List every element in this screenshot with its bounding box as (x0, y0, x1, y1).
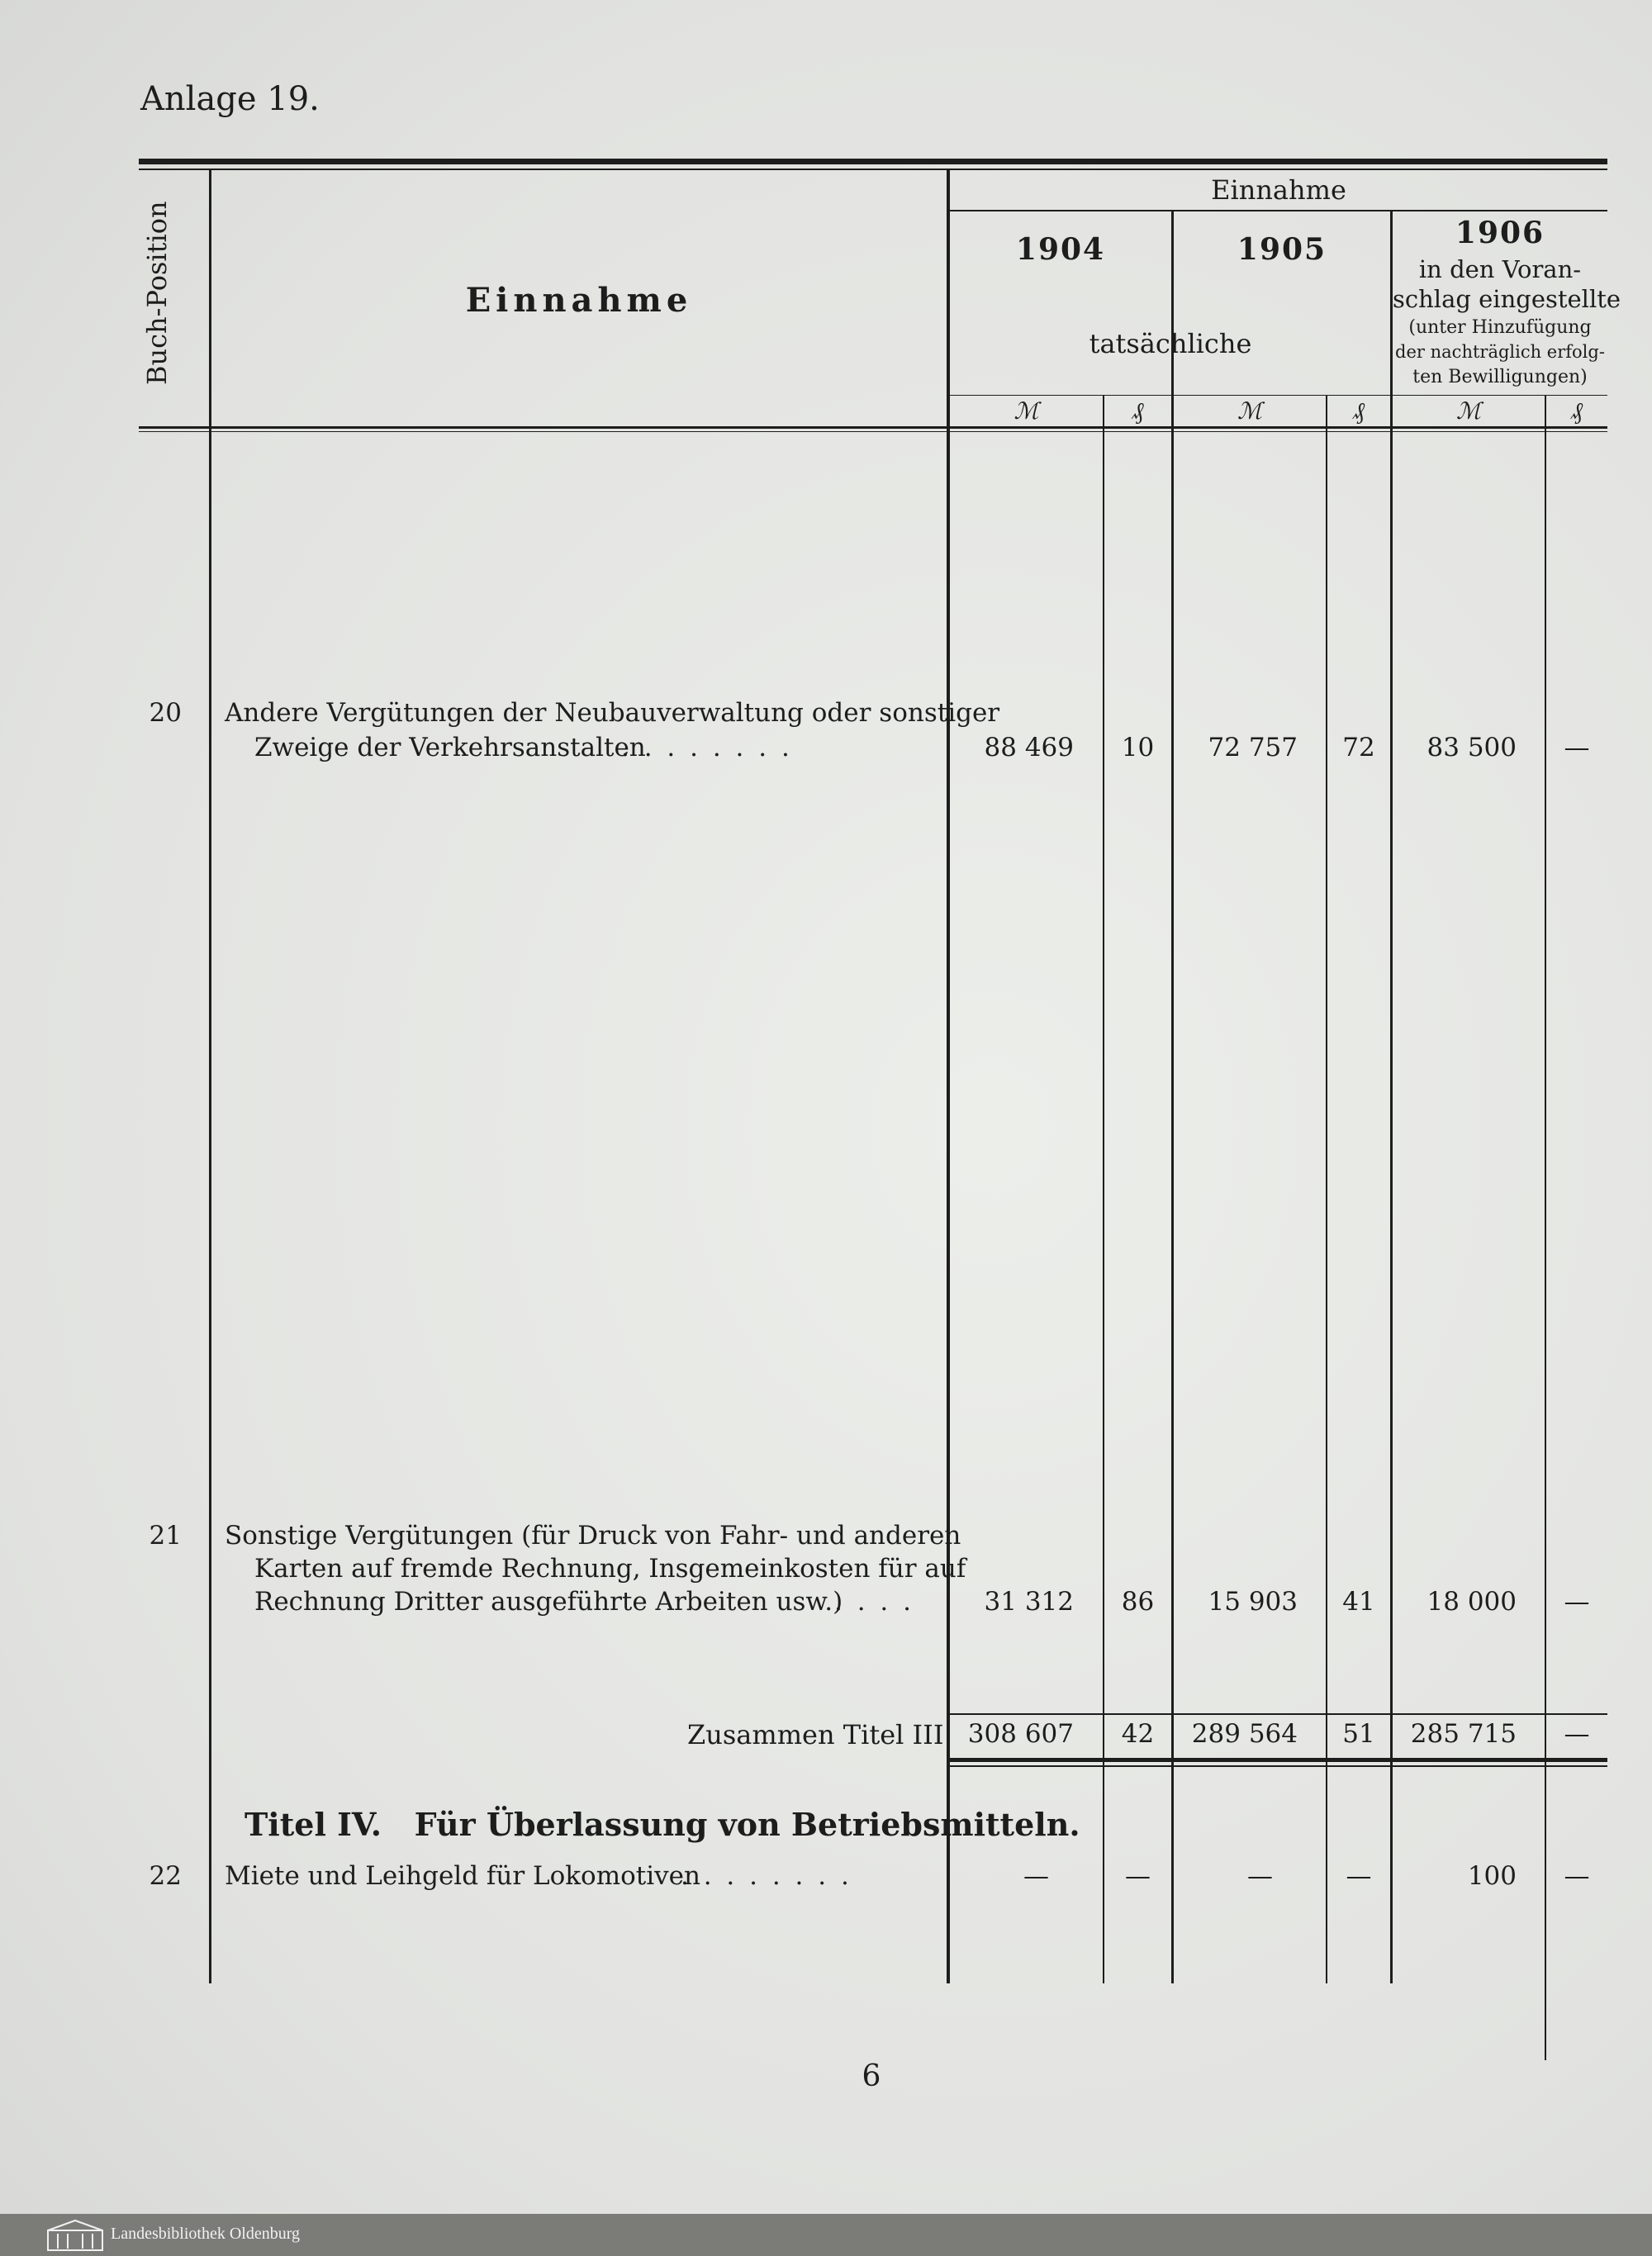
header-year-1904: 1904 (1015, 232, 1106, 267)
row-20-1905-mark: 72 757 (1208, 733, 1298, 762)
header-position: Buch-Position (141, 201, 173, 385)
header-rule (139, 426, 1607, 429)
total-label: Zusammen Titel III (687, 1719, 944, 1750)
unit-1904-mark: ℳ (1014, 397, 1039, 425)
top-rule-thin (139, 169, 1607, 170)
row-21-1904-mark: 31 312 (984, 1587, 1074, 1617)
total-1906-pf: — (1564, 1719, 1590, 1749)
row-22-1904-mark: — (1023, 1861, 1049, 1891)
row-22-1906-mark: 100 (1467, 1861, 1517, 1891)
row-21-text-line-3: Rechnung Dritter ausgeführte Arbeiten usw.) (254, 1587, 843, 1617)
row-21-1906-mark: 18 000 (1427, 1587, 1517, 1617)
header-estimate-line-5: ten Bewilligungen) (1412, 367, 1588, 387)
page-number: 6 (862, 2059, 881, 2093)
col-rule-1906-pf (1545, 395, 1546, 2060)
unit-1906-mark: ℳ (1456, 397, 1481, 425)
total-1905-mark: 289 564 (1191, 1719, 1298, 1749)
header-year-1906: 1906 (1455, 216, 1545, 250)
library-name: Landesbibliothek Oldenburg (111, 2225, 301, 2243)
total-1904-pf: 42 (1121, 1719, 1155, 1749)
row-22-1904-pf: — (1125, 1861, 1151, 1891)
unit-1904-pf: ₰ (1132, 397, 1144, 425)
unit-row-rule (948, 395, 1607, 396)
row-20-1906-pf: — (1564, 733, 1590, 762)
row-20-position: 20 (149, 698, 182, 728)
total-1904-mark: 308 607 (967, 1719, 1074, 1749)
header-estimate-line-1: in den Voran- (1418, 255, 1582, 283)
total-bottom-rule (948, 1758, 1607, 1762)
row-21-1904-pf: 86 (1121, 1587, 1155, 1617)
row-21-1906-pf: — (1564, 1587, 1590, 1617)
unit-1905-pf: ₰ (1353, 397, 1365, 425)
col-rule-position (209, 169, 211, 1983)
header-group-title: Einnahme (1211, 174, 1346, 206)
row-20-1905-pf: 72 (1342, 733, 1375, 762)
row-21-position: 21 (149, 1521, 182, 1551)
section-title: Titel IV. Für Überlassung von Betriebsmitteln. (244, 1806, 1080, 1843)
row-21-text-line-1: Sonstige Vergütungen (für Druck von Fahr- und anderen (225, 1521, 961, 1551)
row-21-1905-mark: 15 903 (1208, 1587, 1298, 1617)
header-estimate-line-4: der nachträglich erfolg- (1395, 342, 1605, 362)
row-22-leader: . . . . . . . . (681, 1861, 852, 1891)
row-20-1906-mark: 83 500 (1427, 733, 1517, 762)
col-rule-values (947, 169, 950, 1983)
annex-label: Anlage 19. (140, 80, 320, 118)
row-20-1904-mark: 88 469 (984, 733, 1074, 762)
library-footer-bar (0, 2214, 1652, 2256)
row-22-text: Miete und Leihgeld für Lokomotiven (225, 1861, 700, 1891)
row-22-1905-pf: — (1346, 1861, 1372, 1891)
header-actual: tatsächliche (1089, 328, 1252, 359)
row-22-position: 22 (149, 1861, 182, 1891)
col-rule-1905 (1171, 211, 1174, 1983)
unit-1906-pf: ₰ (1571, 397, 1583, 425)
total-bottom-rule-2 (948, 1765, 1607, 1767)
row-21-text-line-2: Karten auf fremde Rechnung, Insgemeinkosten für auf (254, 1554, 966, 1584)
library-building-icon (46, 2219, 104, 2252)
row-20-text-line-1: Andere Vergütungen der Neubauverwaltung oder sonstiger (225, 698, 1000, 728)
total-1905-pf: 51 (1342, 1719, 1375, 1749)
row-20-text-line-2: Zweige der Verkehrsanstalten (254, 733, 646, 762)
einnahme-group-rule (948, 210, 1607, 211)
top-rule-thick (139, 159, 1607, 164)
header-estimate-line-3: (unter Hinzufügung (1408, 317, 1592, 338)
header-rule-2 (139, 431, 1607, 432)
total-1906-mark: 285 715 (1410, 1719, 1517, 1749)
col-rule-1906 (1390, 211, 1393, 1983)
row-20-1904-pf: 10 (1121, 733, 1155, 762)
row-22-1906-pf: — (1564, 1861, 1590, 1891)
header-year-1905: 1905 (1237, 232, 1327, 267)
row-21-1905-pf: 41 (1342, 1587, 1375, 1617)
header-einnahme: Einnahme (465, 281, 693, 320)
row-22-1905-mark: — (1247, 1861, 1273, 1891)
row-20-leader: . . . . . . . . (621, 733, 793, 762)
total-top-rule (948, 1713, 1607, 1715)
header-estimate-line-2: schlag eingestellte (1393, 285, 1621, 313)
row-21-leader: . . . . (834, 1587, 914, 1617)
unit-1905-mark: ℳ (1237, 397, 1262, 425)
